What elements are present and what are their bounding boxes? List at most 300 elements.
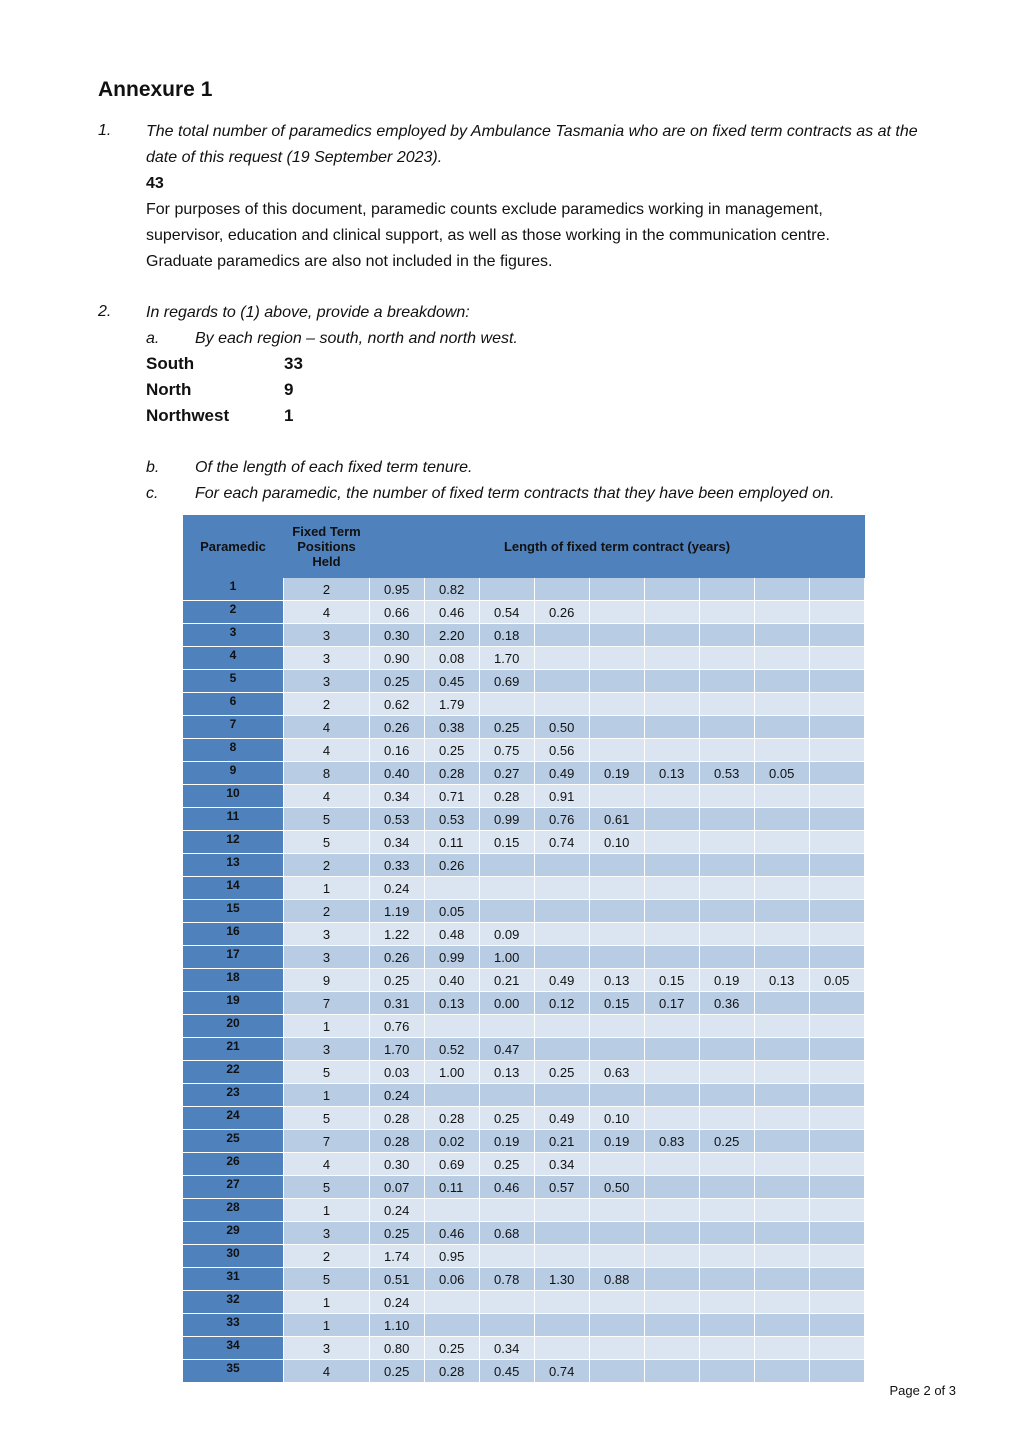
contract-length-cell xyxy=(755,601,810,624)
contract-length-cell xyxy=(480,1015,535,1038)
contract-length-cell: 0.71 xyxy=(425,785,480,808)
contract-length-cell xyxy=(810,900,865,923)
contract-length-cell xyxy=(590,1360,645,1383)
table-row xyxy=(183,624,865,647)
contract-length-cell: 0.25 xyxy=(370,1222,425,1245)
contract-length-cell: 0.03 xyxy=(370,1061,425,1084)
region-count: 33 xyxy=(284,354,303,373)
contract-length-cell: 1.30 xyxy=(535,1268,590,1291)
contract-length-cell xyxy=(590,1314,645,1337)
page-heading: Annexure 1 xyxy=(98,78,213,101)
contract-length-cell: 0.28 xyxy=(370,1130,425,1153)
contract-length-cell: 1.70 xyxy=(370,1038,425,1061)
contract-length-cell: 0.25 xyxy=(480,1107,535,1130)
table-row xyxy=(183,1268,865,1291)
contract-length-cell xyxy=(480,877,535,900)
contract-length-cell xyxy=(590,1291,645,1314)
contract-length-cell xyxy=(590,1015,645,1038)
contract-length-cell xyxy=(535,1199,590,1222)
positions-held: 1 xyxy=(284,1084,370,1107)
contract-length-cell xyxy=(645,601,700,624)
contract-length-cell xyxy=(755,1199,810,1222)
paramedic-id: 32 xyxy=(183,1291,284,1314)
contract-length-cell: 0.49 xyxy=(535,1107,590,1130)
positions-held: 3 xyxy=(284,1038,370,1061)
contract-length-cell xyxy=(755,693,810,716)
contract-length-cell xyxy=(700,1153,755,1176)
contract-length-cell xyxy=(480,900,535,923)
contract-length-cell xyxy=(755,1176,810,1199)
contract-length-cell xyxy=(700,1268,755,1291)
contract-length-cell xyxy=(645,1337,700,1360)
contract-length-cell: 0.16 xyxy=(370,739,425,762)
contract-length-cell: 0.76 xyxy=(535,808,590,831)
positions-held: 9 xyxy=(284,969,370,992)
contract-length-cell xyxy=(590,923,645,946)
paramedic-id: 2 xyxy=(183,601,284,624)
contract-length-cell xyxy=(425,1291,480,1314)
contract-length-cell: 0.28 xyxy=(480,785,535,808)
region-name: North xyxy=(146,380,192,399)
contract-length-cell xyxy=(810,1084,865,1107)
contract-length-cell xyxy=(700,1245,755,1268)
paramedic-id: 1 xyxy=(183,578,284,601)
positions-held: 1 xyxy=(284,1199,370,1222)
paramedic-id: 29 xyxy=(183,1222,284,1245)
contract-length-cell: 0.08 xyxy=(425,647,480,670)
contract-length-cell: 0.19 xyxy=(700,969,755,992)
contract-length-cell xyxy=(755,1360,810,1383)
contract-length-cell xyxy=(535,877,590,900)
table-row xyxy=(183,1314,865,1337)
contract-length-cell: 0.88 xyxy=(590,1268,645,1291)
contract-length-cell xyxy=(810,854,865,877)
contract-length-cell xyxy=(535,1314,590,1337)
contract-length-cell xyxy=(425,1199,480,1222)
contract-length-cell xyxy=(590,624,645,647)
contract-length-cell: 0.66 xyxy=(370,601,425,624)
contract-length-cell xyxy=(755,624,810,647)
contract-length-cell xyxy=(700,1222,755,1245)
contract-length-cell xyxy=(590,877,645,900)
sub-c-letter: c. xyxy=(146,485,159,502)
contract-length-cell: 0.02 xyxy=(425,1130,480,1153)
contract-length-cell xyxy=(810,1291,865,1314)
contract-length-cell xyxy=(645,1245,700,1268)
contract-length-cell xyxy=(590,647,645,670)
positions-held: 3 xyxy=(284,946,370,969)
header-paramedic: Paramedic xyxy=(183,515,284,578)
contract-length-cell xyxy=(755,1153,810,1176)
paramedic-id: 17 xyxy=(183,946,284,969)
contract-length-cell: 0.95 xyxy=(370,578,425,601)
contract-length-cell xyxy=(645,1291,700,1314)
positions-held: 5 xyxy=(284,831,370,854)
contract-length-cell xyxy=(645,624,700,647)
region-row-north xyxy=(146,377,293,403)
contract-length-cell xyxy=(700,946,755,969)
contract-length-cell xyxy=(535,946,590,969)
contract-length-cell xyxy=(755,1268,810,1291)
contract-length-cell: 0.05 xyxy=(425,900,480,923)
contract-length-cell: 0.27 xyxy=(480,762,535,785)
contract-length-cell: 0.48 xyxy=(425,923,480,946)
positions-held: 3 xyxy=(284,624,370,647)
contract-length-cell: 1.10 xyxy=(370,1314,425,1337)
positions-held: 4 xyxy=(284,716,370,739)
contract-length-cell: 0.61 xyxy=(590,808,645,831)
contract-length-cell xyxy=(755,578,810,601)
contract-length-cell xyxy=(590,946,645,969)
contract-length-cell xyxy=(755,1061,810,1084)
contract-length-cell xyxy=(700,647,755,670)
positions-held: 4 xyxy=(284,739,370,762)
paramedic-id: 18 xyxy=(183,969,284,992)
contract-length-cell xyxy=(700,808,755,831)
contract-length-cell xyxy=(700,854,755,877)
contract-length-cell: 0.13 xyxy=(590,969,645,992)
paramedic-id: 16 xyxy=(183,923,284,946)
contract-length-cell: 0.00 xyxy=(480,992,535,1015)
contract-length-cell xyxy=(645,1199,700,1222)
contract-length-cell xyxy=(810,739,865,762)
contract-length-cell: 0.30 xyxy=(370,1153,425,1176)
contract-length-cell xyxy=(535,670,590,693)
contract-length-cell xyxy=(700,900,755,923)
contract-length-cell: 0.46 xyxy=(425,601,480,624)
contract-length-cell xyxy=(810,1153,865,1176)
contract-length-cell xyxy=(700,1199,755,1222)
contract-length-cell: 0.21 xyxy=(480,969,535,992)
contract-length-cell: 0.10 xyxy=(590,1107,645,1130)
paramedic-id: 31 xyxy=(183,1268,284,1291)
paramedic-id: 34 xyxy=(183,1337,284,1360)
contract-length-cell xyxy=(645,923,700,946)
contract-length-cell xyxy=(535,693,590,716)
contract-length-cell: 0.25 xyxy=(480,1153,535,1176)
sub-question-b xyxy=(146,459,473,477)
contract-length-cell: 1.00 xyxy=(425,1061,480,1084)
contract-length-cell xyxy=(645,1222,700,1245)
table-row xyxy=(183,923,865,946)
contract-length-cell: 0.95 xyxy=(425,1245,480,1268)
contract-length-cell xyxy=(700,693,755,716)
contract-length-cell: 0.26 xyxy=(370,716,425,739)
positions-held: 3 xyxy=(284,1222,370,1245)
contract-length-cell xyxy=(755,900,810,923)
contract-length-cell xyxy=(645,1038,700,1061)
contract-length-cell xyxy=(700,831,755,854)
contract-length-cell xyxy=(590,1084,645,1107)
sub-b-text: Of the length of each fixed term tenure. xyxy=(195,459,473,476)
contract-length-cell: 0.25 xyxy=(425,739,480,762)
contract-length-cell: 0.57 xyxy=(535,1176,590,1199)
question-1-answer: 43 xyxy=(146,175,164,192)
positions-held: 5 xyxy=(284,1268,370,1291)
contract-length-cell xyxy=(535,1084,590,1107)
contract-length-cell xyxy=(645,1153,700,1176)
table-row xyxy=(183,1084,865,1107)
contract-length-cell xyxy=(810,693,865,716)
contract-length-cell: 0.26 xyxy=(370,946,425,969)
contract-length-cell xyxy=(480,693,535,716)
contract-length-cell: 0.53 xyxy=(425,808,480,831)
contract-length-cell: 0.40 xyxy=(370,762,425,785)
paramedic-id: 33 xyxy=(183,1314,284,1337)
contract-length-cell xyxy=(810,647,865,670)
positions-held: 4 xyxy=(284,785,370,808)
contract-length-cell xyxy=(700,1107,755,1130)
contract-length-cell xyxy=(810,877,865,900)
paramedic-id: 15 xyxy=(183,900,284,923)
question-1-line-2: date of this request (19 September 2023). xyxy=(146,149,443,166)
region-row-northwest xyxy=(146,403,293,429)
contract-length-cell xyxy=(425,1015,480,1038)
contract-length-cell xyxy=(645,1015,700,1038)
contract-length-cell: 0.24 xyxy=(370,1084,425,1107)
contract-length-cell xyxy=(700,716,755,739)
contract-length-cell: 0.19 xyxy=(590,762,645,785)
contract-length-cell xyxy=(755,1291,810,1314)
contract-length-cell xyxy=(645,647,700,670)
paramedic-id: 7 xyxy=(183,716,284,739)
contract-length-cell: 0.17 xyxy=(645,992,700,1015)
table-row xyxy=(183,854,865,877)
contract-length-cell: 0.25 xyxy=(425,1337,480,1360)
paramedic-id: 21 xyxy=(183,1038,284,1061)
table-row xyxy=(183,1337,865,1360)
contract-length-cell: 0.18 xyxy=(480,624,535,647)
contract-length-cell: 0.26 xyxy=(425,854,480,877)
contract-length-cell: 0.25 xyxy=(370,670,425,693)
contract-length-cell: 0.09 xyxy=(480,923,535,946)
paramedic-id: 26 xyxy=(183,1153,284,1176)
contract-length-cell: 0.45 xyxy=(480,1360,535,1383)
paramedic-id: 20 xyxy=(183,1015,284,1038)
contract-length-cell xyxy=(645,716,700,739)
contract-length-cell xyxy=(425,1084,480,1107)
contract-length-cell: 0.63 xyxy=(590,1061,645,1084)
contract-length-cell: 0.53 xyxy=(370,808,425,831)
positions-held: 1 xyxy=(284,1314,370,1337)
positions-held: 5 xyxy=(284,808,370,831)
contract-length-cell xyxy=(810,716,865,739)
contract-length-cell xyxy=(755,785,810,808)
contract-length-cell xyxy=(590,716,645,739)
contract-length-cell: 0.74 xyxy=(535,1360,590,1383)
note-line-1: For purposes of this document, paramedic counts exclude paramedics working in management, xyxy=(146,201,823,218)
table-row xyxy=(183,1245,865,1268)
contract-length-cell: 0.78 xyxy=(480,1268,535,1291)
contract-length-cell xyxy=(480,578,535,601)
contract-length-cell: 0.25 xyxy=(480,716,535,739)
contract-length-cell xyxy=(645,1268,700,1291)
contract-length-cell xyxy=(810,946,865,969)
contract-length-cell: 0.74 xyxy=(535,831,590,854)
positions-held: 5 xyxy=(284,1061,370,1084)
contract-length-cell xyxy=(480,1084,535,1107)
paramedic-id: 28 xyxy=(183,1199,284,1222)
question-2-number: 2. xyxy=(98,303,112,320)
contract-length-cell xyxy=(810,601,865,624)
contract-length-cell: 0.24 xyxy=(370,1291,425,1314)
contract-length-cell: 1.19 xyxy=(370,900,425,923)
table-row xyxy=(183,946,865,969)
contract-length-cell: 0.05 xyxy=(755,762,810,785)
sub-b-letter: b. xyxy=(146,459,160,476)
contract-length-cell: 0.34 xyxy=(480,1337,535,1360)
contract-length-cell xyxy=(755,808,810,831)
contract-length-cell: 0.25 xyxy=(700,1130,755,1153)
table-row xyxy=(183,1015,865,1038)
contract-length-cell xyxy=(535,1291,590,1314)
contract-length-cell xyxy=(810,1038,865,1061)
contract-length-cell: 0.62 xyxy=(370,693,425,716)
table-row xyxy=(183,1061,865,1084)
positions-held: 2 xyxy=(284,578,370,601)
contract-length-cell xyxy=(645,785,700,808)
paramedic-id: 23 xyxy=(183,1084,284,1107)
contract-length-cell xyxy=(755,1038,810,1061)
contract-length-cell xyxy=(590,1222,645,1245)
positions-held: 1 xyxy=(284,877,370,900)
sub-c-text: For each paramedic, the number of fixed term contracts that they have been employed on. xyxy=(195,485,835,502)
contract-length-cell: 0.26 xyxy=(535,601,590,624)
positions-held: 3 xyxy=(284,923,370,946)
contract-length-cell xyxy=(810,1360,865,1383)
paramedic-id: 14 xyxy=(183,877,284,900)
paramedic-id: 13 xyxy=(183,854,284,877)
paramedic-id: 24 xyxy=(183,1107,284,1130)
contract-length-cell xyxy=(810,1061,865,1084)
paramedic-id: 6 xyxy=(183,693,284,716)
contract-length-cell xyxy=(755,1107,810,1130)
table-row xyxy=(183,900,865,923)
table-row xyxy=(183,1360,865,1383)
contract-length-cell: 0.68 xyxy=(480,1222,535,1245)
contract-length-cell: 0.75 xyxy=(480,739,535,762)
contract-length-cell xyxy=(810,762,865,785)
contract-length-cell: 0.28 xyxy=(370,1107,425,1130)
contract-length-cell: 0.52 xyxy=(425,1038,480,1061)
contract-length-cell xyxy=(590,693,645,716)
contract-length-cell: 0.40 xyxy=(425,969,480,992)
contract-length-cell: 0.15 xyxy=(480,831,535,854)
contract-length-cell xyxy=(590,1038,645,1061)
page-number: Page 2 of 3 xyxy=(889,1383,956,1398)
contract-length-cell xyxy=(700,1291,755,1314)
paramedic-id: 30 xyxy=(183,1245,284,1268)
contract-length-cell xyxy=(645,1084,700,1107)
contract-length-cell xyxy=(755,739,810,762)
paramedic-id: 35 xyxy=(183,1360,284,1383)
contract-length-cell: 0.15 xyxy=(645,969,700,992)
table-header-row xyxy=(183,515,865,578)
contract-length-cell xyxy=(590,1199,645,1222)
contract-length-cell xyxy=(755,1245,810,1268)
contract-length-cell xyxy=(755,1222,810,1245)
paramedic-id: 27 xyxy=(183,1176,284,1199)
contract-length-cell xyxy=(645,1061,700,1084)
contract-length-cell xyxy=(645,946,700,969)
contract-length-cell: 0.30 xyxy=(370,624,425,647)
table-row xyxy=(183,785,865,808)
table-row xyxy=(183,1222,865,1245)
contract-length-cell xyxy=(755,992,810,1015)
region-count: 1 xyxy=(284,406,294,425)
contract-length-cell xyxy=(425,1314,480,1337)
positions-held: 4 xyxy=(284,1360,370,1383)
contract-length-cell xyxy=(645,1176,700,1199)
contract-length-cell: 0.24 xyxy=(370,877,425,900)
contract-length-cell xyxy=(755,831,810,854)
contract-length-cell: 0.49 xyxy=(535,969,590,992)
question-1-note xyxy=(146,197,946,275)
contract-length-cell xyxy=(480,1245,535,1268)
note-line-2: supervisor, education and clinical support, as well as those working in the communication centre. xyxy=(146,227,830,244)
contract-length-cell: 0.25 xyxy=(370,969,425,992)
contract-length-cell xyxy=(755,946,810,969)
contract-length-cell xyxy=(480,1291,535,1314)
contract-length-cell xyxy=(700,578,755,601)
positions-held: 2 xyxy=(284,854,370,877)
contract-length-cell xyxy=(810,1199,865,1222)
contract-length-cell xyxy=(590,854,645,877)
contract-length-cell: 0.07 xyxy=(370,1176,425,1199)
contract-length-cell: 0.34 xyxy=(370,831,425,854)
table-row xyxy=(183,1130,865,1153)
contract-length-cell: 0.54 xyxy=(480,601,535,624)
contract-length-cell xyxy=(700,1015,755,1038)
table-row xyxy=(183,1038,865,1061)
contract-length-cell: 0.13 xyxy=(425,992,480,1015)
table-row xyxy=(183,601,865,624)
contract-length-cell xyxy=(535,1245,590,1268)
contract-length-cell xyxy=(810,1130,865,1153)
paramedic-id: 8 xyxy=(183,739,284,762)
contract-length-cell: 0.69 xyxy=(425,1153,480,1176)
sub-a-letter: a. xyxy=(146,330,160,347)
contract-length-cell xyxy=(810,1107,865,1130)
table-row xyxy=(183,578,865,601)
contract-length-cell xyxy=(810,1268,865,1291)
contract-length-cell xyxy=(645,854,700,877)
contract-length-cell: 0.76 xyxy=(370,1015,425,1038)
contract-length-cell xyxy=(535,624,590,647)
contract-length-cell xyxy=(480,1199,535,1222)
contract-length-cell xyxy=(700,624,755,647)
contract-length-cell xyxy=(645,578,700,601)
contract-length-cell: 0.47 xyxy=(480,1038,535,1061)
contract-length-cell: 0.53 xyxy=(700,762,755,785)
contract-length-cell xyxy=(645,1360,700,1383)
contract-length-cell xyxy=(590,601,645,624)
contract-length-cell xyxy=(700,1084,755,1107)
positions-held: 1 xyxy=(284,1015,370,1038)
contract-length-cell xyxy=(645,900,700,923)
contract-length-cell: 0.90 xyxy=(370,647,425,670)
contract-length-cell: 0.80 xyxy=(370,1337,425,1360)
contract-length-cell xyxy=(755,1130,810,1153)
contract-length-cell xyxy=(645,1107,700,1130)
contract-length-cell: 0.28 xyxy=(425,1107,480,1130)
table-row xyxy=(183,739,865,762)
contract-length-cell xyxy=(810,624,865,647)
paramedic-id: 22 xyxy=(183,1061,284,1084)
positions-held: 7 xyxy=(284,1130,370,1153)
contract-length-cell xyxy=(425,877,480,900)
note-line-3: Graduate paramedics are also not included in the figures. xyxy=(146,253,553,270)
